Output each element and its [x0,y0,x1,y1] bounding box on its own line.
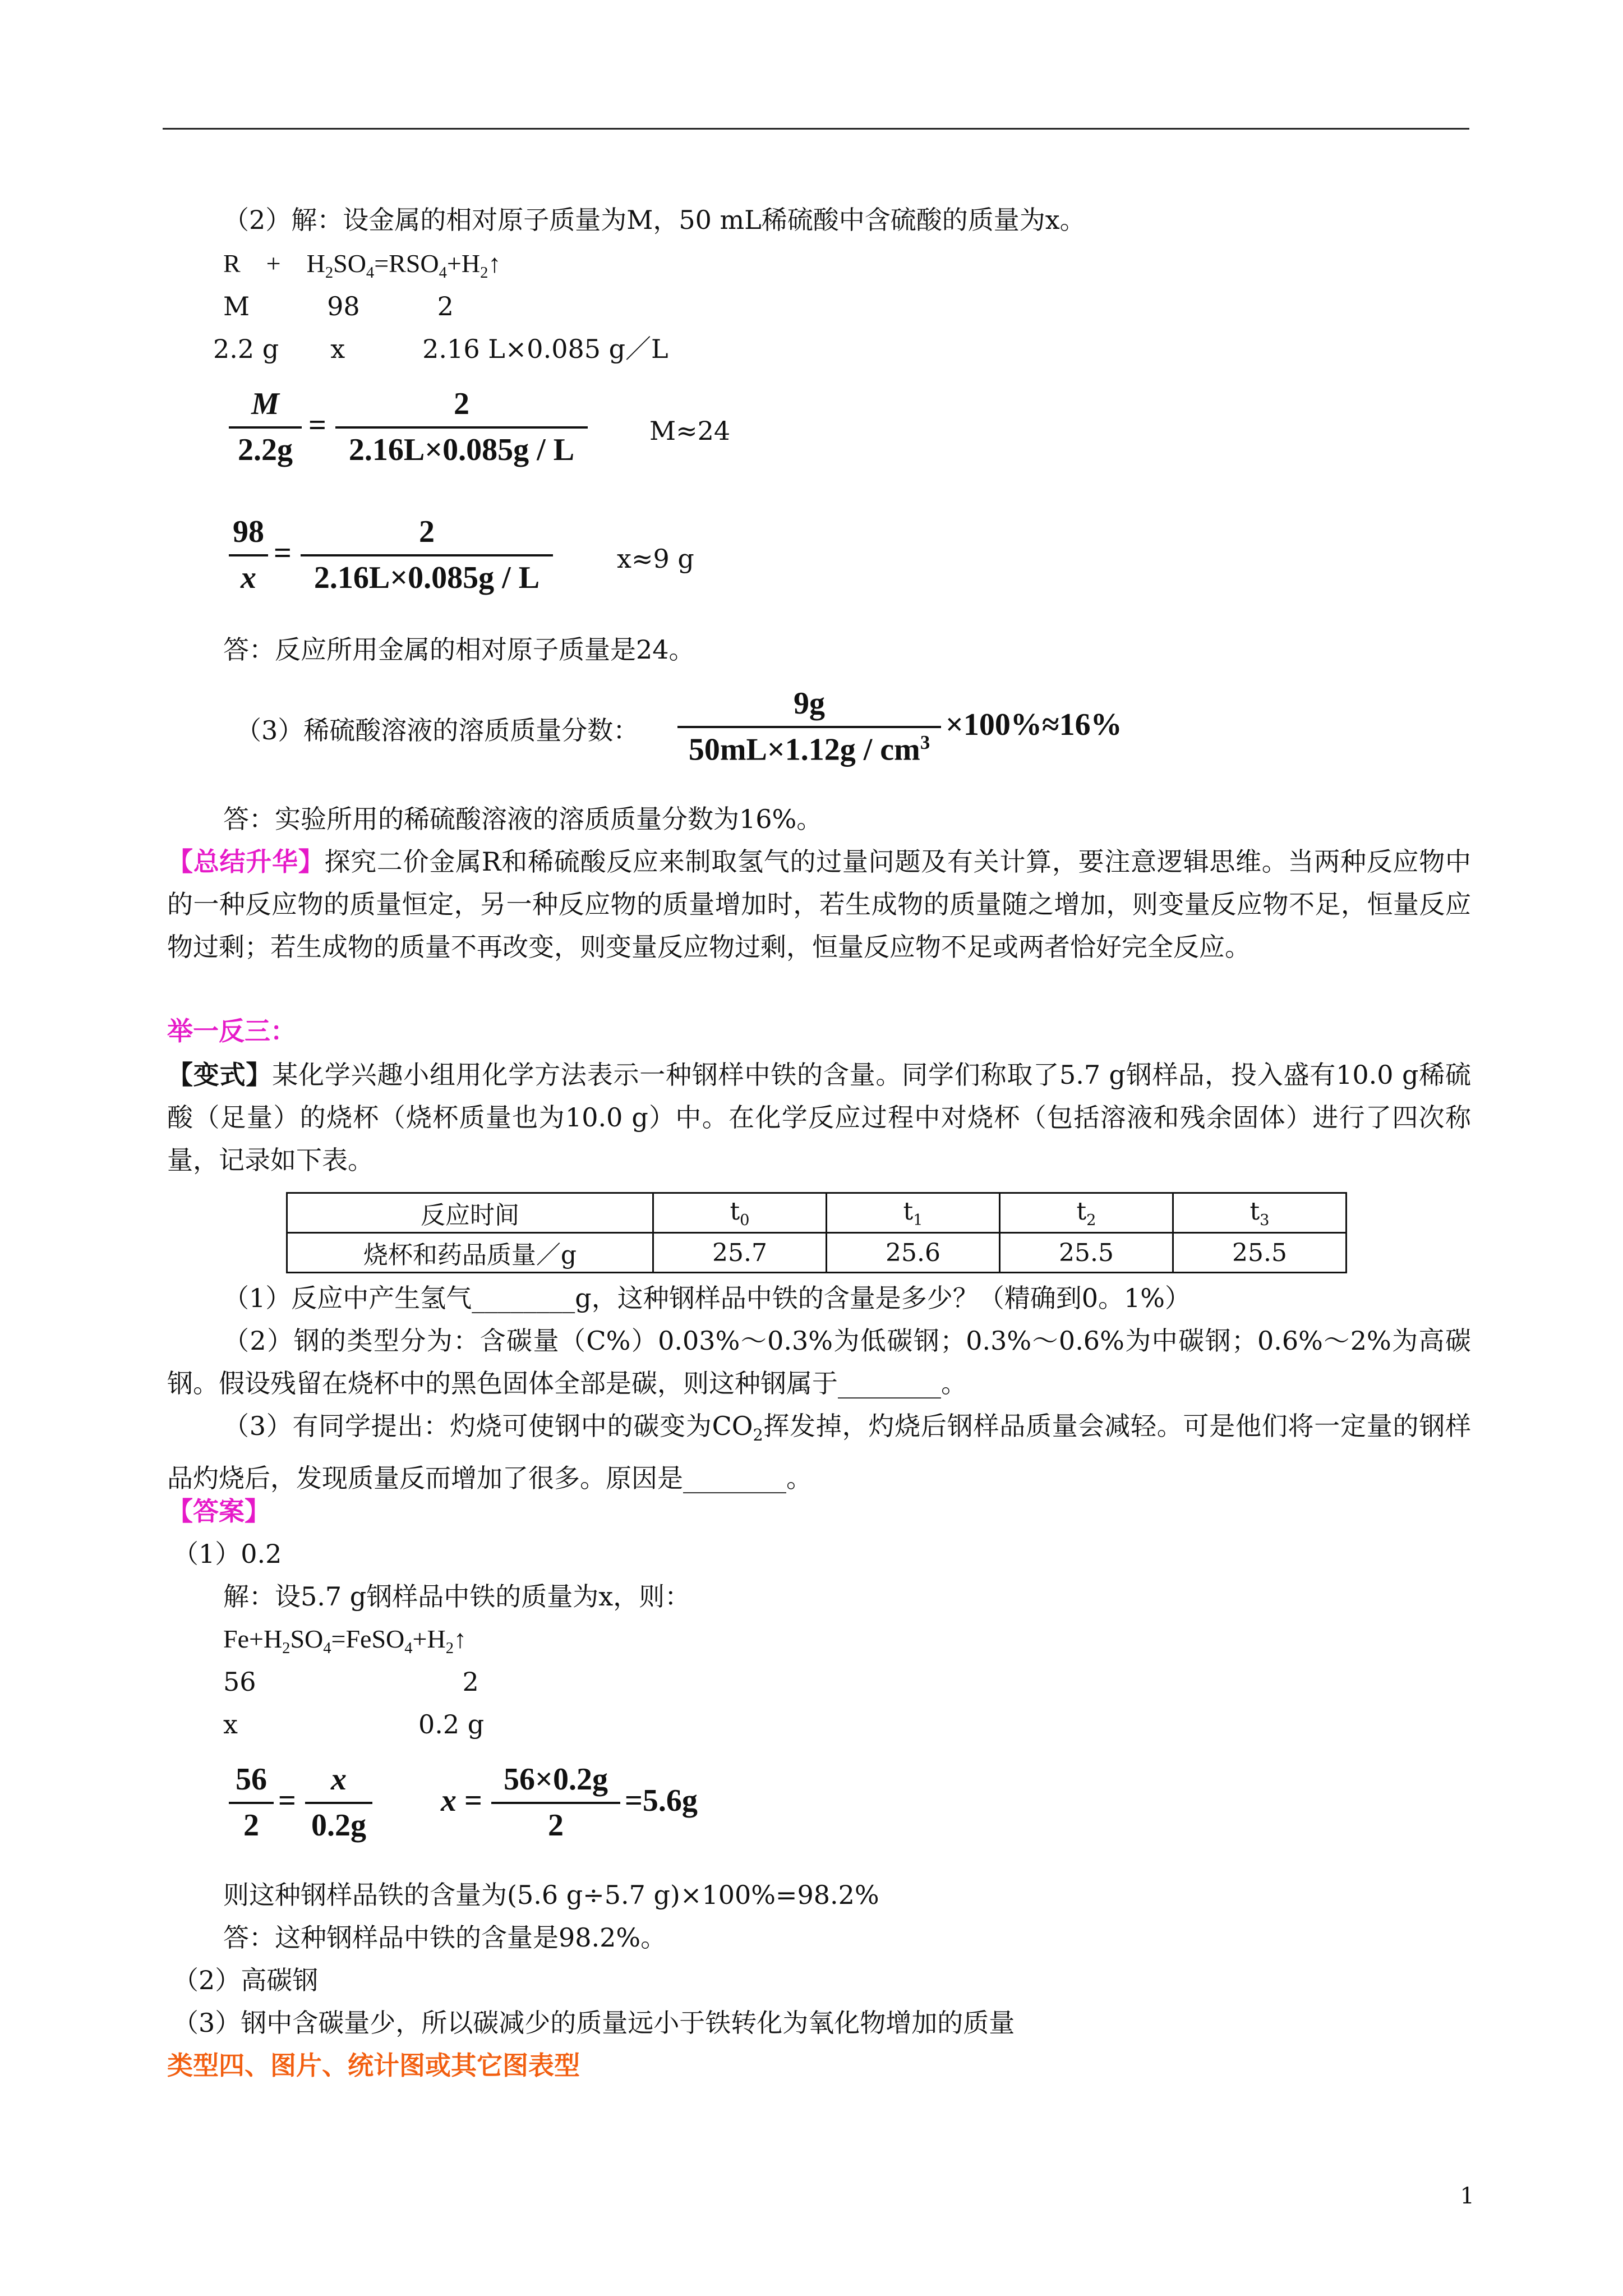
table-cell: $t_0$ [653,1193,827,1233]
table-cell: 25.5 [1000,1233,1173,1273]
proportion-2: 98 x = 2 2.16L×0.085g / L [229,514,734,598]
answer-3: （3）钢中含碳量少，所以碳减少的质量远小于铁转化为氧化物增加的质量 [173,2008,1015,2038]
juyi-heading: 举一反三： [167,1016,296,1046]
frac1-den1: 2.2g [238,432,293,467]
question-2: （2）钢的类型分为：含碳量（C%）0.03%～0.3%为低碳钢；0.3%～0.6%为中碳钢；0.6%～2%为高碳钢。假设残留在烧杯中的黑色固体全部是碳，则这种钢属于________。 [167,1326,1471,1398]
frac1-result: M≈24 [649,416,731,446]
variant-tag: 【变式】 [167,1060,273,1090]
table-row [287,1233,1347,1273]
answer-2: （2）高碳钢 [173,1965,319,1995]
table-cell: $t_2$ [1000,1193,1173,1233]
table-head-time: 反应时间 [287,1193,653,1233]
answer-relative-mass: 答：反应所用金属的相对原子质量是24。 [223,634,695,665]
table-cell: 25.6 [827,1233,1000,1273]
part3-label: （3）稀硫酸溶液的溶质质量分数： [236,715,639,746]
answer-tag: 【答案】 [167,1496,270,1526]
table-cell: $t_3$ [1173,1193,1347,1233]
table-head-mass: 烧杯和药品质量／g [287,1233,653,1273]
answer-1-calc: 则这种钢样品铁的含量为(5.6 g÷5.7 g)×100%=98.2% [223,1880,879,1910]
table-cell: $t_1$ [827,1193,1000,1233]
mass-fraction-formula [677,685,1182,770]
equation-2-masses: 56 2 [223,1667,479,1697]
equation-2: $Fe+H_2SO_4=FeSO_4+H_2↑$ [223,1625,467,1658]
frac1-num2: 2 [454,386,469,421]
table-cell: 25.7 [653,1233,827,1273]
type4-heading: 类型四、图片、统计图或其它图表型 [167,2050,580,2081]
question-3: （3）有同学提出：灼烧可使钢中的碳变为$CO_2$挥发掉，灼烧后钢样品质量会减轻。可是他们将一定量的钢样品灼烧后，发现质量反而增加了很多。原因是________。 [167,1411,1471,1494]
frac1-den2: 2.16L×0.085g / L [348,432,575,467]
page-number: 1 [1460,2183,1474,2209]
answer-mass-fraction: 答：实验所用的稀硫酸溶液的溶质质量分数为16%。 [223,804,823,834]
frac3-den: $50mL\times 1.12g / cm^3$ [688,731,930,767]
weighing-table [286,1192,1347,1273]
summary-tag: 【总结升华】 [167,846,325,877]
variant-paragraph: 【变式】某化学兴趣小组用化学方法表示一种钢样中铁的含量。同学们称取了5.7 g钢样品，投入盛有10.0 g稀硫酸（足量）的烧杯（烧杯质量也为10.0 g）中。在化学反应过程中对烧杯（包括溶液和残余固体）进行了四次称量，记录如下表。 [167,1060,1472,1175]
equation-1: R + $H_2SO_4=RSO_4+H_2↑$ [223,249,501,282]
frac3-num: 9g [794,686,825,721]
answer-1-setup: 解：设5.7 g钢样品中铁的质量为x，则： [223,1581,691,1612]
summary-paragraph: 【总结升华】探究二价金属R和稀硫酸反应来制取氢气的过量问题及有关计算，要注意逻辑思维。当两种反应物中的一种反应物的质量恒定，另一种反应物的质量增加时，若生成物的质量随之增加，则变量反应物不足，恒量反应物过剩；若生成物的质量不再改变，则变量反应物过剩，恒量反应物不足或两者恰好完全反应。 [167,846,1471,962]
frac2-den2: 2.16L×0.085g / L [313,560,540,595]
header-rule [163,128,1469,130]
equation-1-masses: M 98 2 [223,291,454,321]
part2-intro: （2）解：设金属的相对原子质量为M，50 mL稀硫酸中含硫酸的质量为x。 [223,205,1086,235]
frac1-num1: M [251,386,279,421]
question-1: （1）反应中产生氢气________g，这种钢样品中铁的含量是多少？（精确到0。1%） [223,1283,1191,1313]
frac2-den1: x [241,560,256,595]
answer-1-conclusion: 答：这种钢样品中铁的含量是98.2%。 [223,1922,667,1953]
table-row [287,1193,1347,1233]
proportion-fe: 56 2 = x 0.2g x = 56×0.2g 2 =5.6g [229,1761,790,1846]
equation-1-given: 2.2 g x 2.16 L×0.085 g／L [213,334,668,364]
frac2-result: x≈9 g [617,544,694,574]
proportion-1: M 2.2g = 2 2.16L×0.085g / L [229,386,734,470]
frac2-num1: 98 [233,514,264,549]
frac2-num2: 2 [419,514,435,549]
equation-2-given: x 0.2 g [223,1709,485,1740]
table-cell: 25.5 [1173,1233,1347,1273]
frac3-tail: ×100%≈16% [946,707,1122,742]
answer-1: （1）0.2 [173,1539,282,1569]
